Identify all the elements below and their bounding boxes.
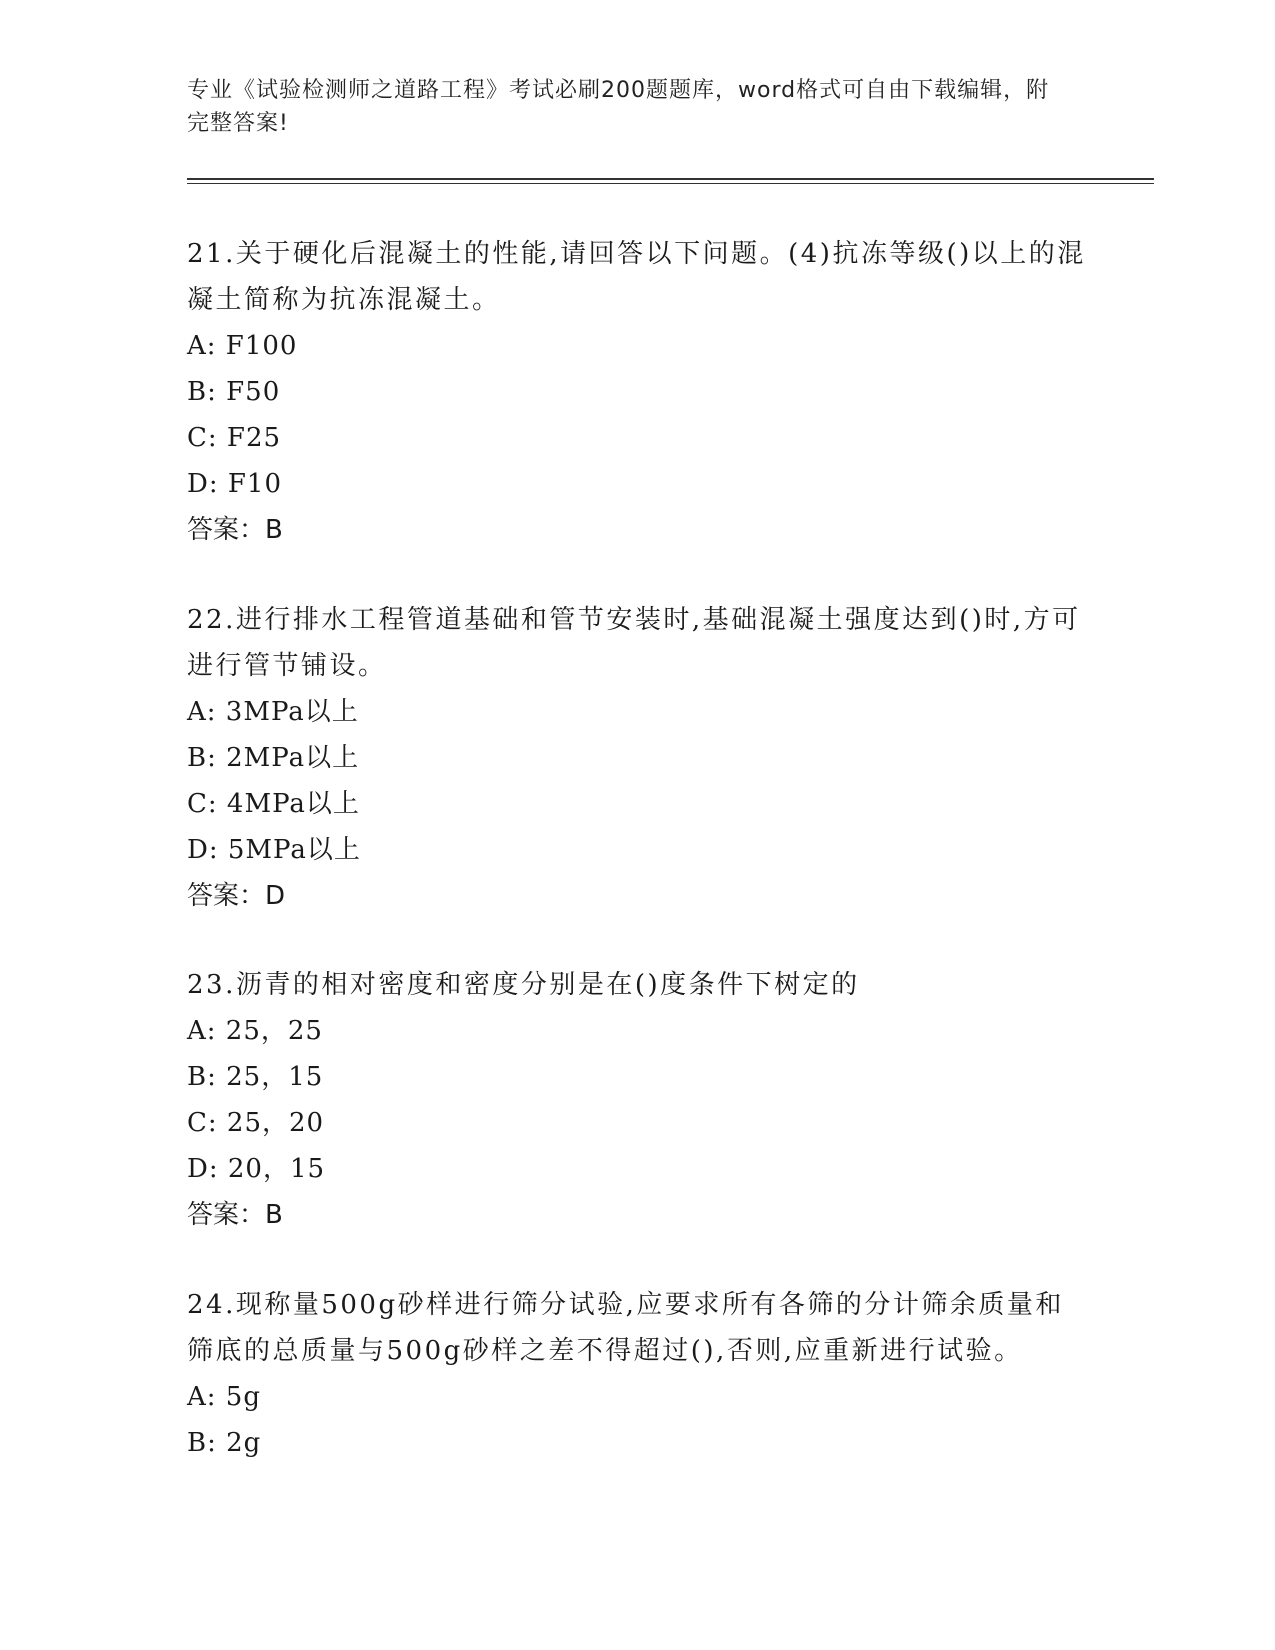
header-text: 专业《试验检测师之道路工程》考试必刷200题题库，word格式可自由下载编辑，附完整答案! [187, 78, 1050, 136]
question-21 [187, 231, 1087, 553]
answer: 答案：B [187, 1200, 283, 1230]
option-c: C: 25，20 [187, 1108, 325, 1138]
option-c: C: F25 [187, 423, 282, 453]
option-a: A: 5g [187, 1382, 261, 1412]
option-c: C: 4MPa以上 [187, 789, 360, 819]
header-divider-thin [187, 183, 1154, 184]
question-23 [187, 962, 1087, 1238]
answer: 答案：B [187, 515, 283, 545]
question-stem: 22.进行排水工程管道基础和管节安装时,基础混凝土强度达到()时,方可进行管节铺设。 [187, 605, 1081, 681]
option-a: A: 3MPa以上 [187, 697, 359, 727]
document-header [187, 74, 1067, 140]
option-b: B: F50 [187, 377, 281, 407]
option-b: B: 25，15 [187, 1062, 324, 1092]
option-a: A: 25，25 [187, 1016, 323, 1046]
question-24 [187, 1282, 1087, 1466]
option-d: D: 5MPa以上 [187, 835, 361, 865]
option-b: B: 2MPa以上 [187, 743, 360, 773]
option-b: B: 2g [187, 1428, 262, 1458]
answer: 答案：D [187, 881, 286, 911]
question-stem: 24.现称量500g砂样进行筛分试验,应要求所有各筛的分计筛余质量和筛底的总质量与500g砂样之差不得超过(),否则,应重新进行试验。 [187, 1290, 1064, 1366]
header-divider-thick [187, 178, 1154, 180]
option-d: D: 20，15 [187, 1154, 326, 1184]
question-stem: 23.沥青的相对密度和密度分别是在()度条件下树定的 [187, 970, 860, 1000]
option-a: A: F100 [187, 331, 298, 361]
question-22 [187, 597, 1087, 919]
option-d: D: F10 [187, 469, 282, 499]
question-stem: 21.关于硬化后混凝土的性能,请回答以下问题。(4)抗冻等级()以上的混凝土简称为抗冻混凝土。 [187, 239, 1086, 315]
